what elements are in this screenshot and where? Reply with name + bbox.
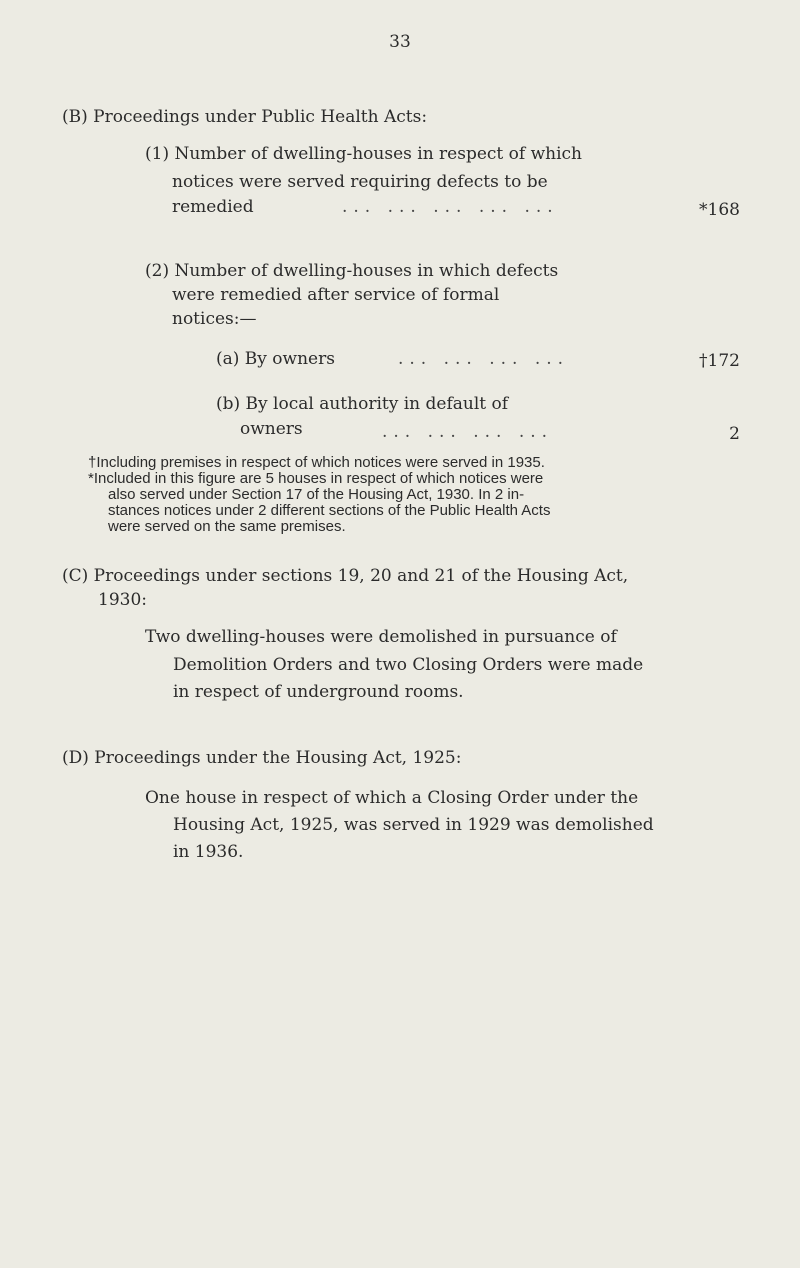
item1-value: *168	[699, 200, 740, 220]
section-c-text-line1: Two dwelling-houses were demolished in pursuance of	[145, 627, 617, 647]
item2a-label: (a) By owners	[216, 349, 335, 369]
item2b-dots: ... ... ... ...	[382, 422, 554, 442]
section-d-text-line3: in 1936.	[173, 842, 244, 862]
section-d-heading: (D) Proceedings under the Housing Act, 1925:	[62, 748, 462, 768]
section-c-text-line2: Demolition Orders and two Closing Orders were made	[173, 655, 644, 675]
section-b-heading: (B) Proceedings under Public Health Acts:	[62, 107, 428, 127]
item2a-value: †172	[699, 351, 740, 371]
item2b-label-line2: owners	[240, 419, 303, 439]
item2-label-line2: were remedied after service of formal	[172, 285, 500, 305]
footnote-asterisk-line1: *Included in this figure are 5 houses in respect of which notices were	[88, 470, 544, 487]
section-c-heading-line1: (C) Proceedings under sections 19, 20 and 21 of the Housing Act,	[62, 566, 629, 586]
item2-label-line1: (2) Number of dwelling-houses in which defects	[145, 261, 559, 281]
item1-label-line1: (1) Number of dwelling-houses in respect of which	[145, 144, 582, 164]
item2-label-line3: notices:—	[172, 309, 257, 329]
footnote-asterisk-line2: also served under Section 17 of the Housing Act, 1930. In 2 in-	[108, 486, 525, 503]
item1-label-line3: remedied	[172, 197, 254, 217]
item1-label-line2: notices were served requiring defects to be	[172, 172, 548, 192]
footnote-asterisk-line3: stances notices under 2 different sections of the Public Health Acts	[108, 502, 551, 519]
item2b-value: 2	[729, 424, 740, 444]
footnote-dagger: †Including premises in respect of which notices were served in 1935.	[88, 454, 545, 471]
item2a-dots: ... ... ... ...	[398, 349, 570, 369]
item2b-label-line1: (b) By local authority in default of	[216, 394, 509, 414]
section-c-text-line3: in respect of underground rooms.	[173, 682, 464, 702]
page-number: 33	[389, 32, 411, 52]
item1-dots: ... ... ... ... ...	[342, 197, 559, 217]
footnote-asterisk-line4: were served on the same premises.	[108, 518, 346, 535]
section-d-text-line1: One house in respect of which a Closing Order under the	[145, 788, 639, 808]
section-d-text-line2: Housing Act, 1925, was served in 1929 was demolished	[173, 815, 654, 835]
section-c-heading-line2: 1930:	[98, 590, 147, 610]
